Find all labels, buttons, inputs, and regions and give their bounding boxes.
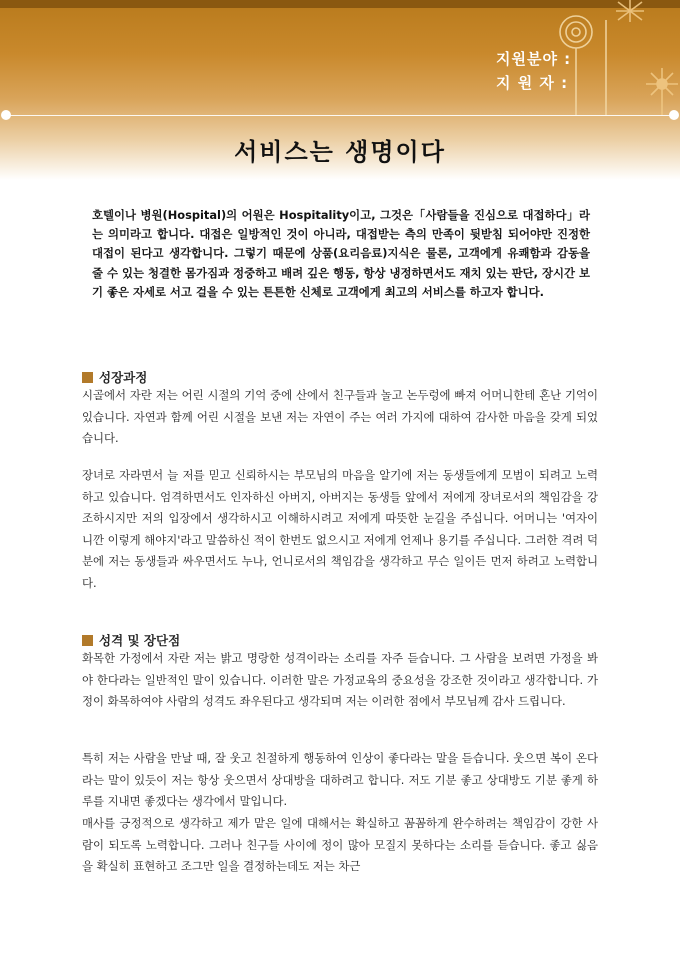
growth-paragraph-1: 시골에서 자란 저는 어린 시절의 기억 중에 산에서 친구들과 놀고 논두렁에 빠져 어머니한테 혼난 기억이 있습니다. 자연과 함께 어린 시절을 보낸 저는 자연이 주는 여러 가지에 대하여 감사한 마음을 갖게 되었습니다. [82, 388, 598, 446]
applicant-label: 지 원 자 : [496, 74, 569, 92]
growth-paragraph-2: 장녀로 자라면서 늘 저를 믿고 신뢰하시는 부모님의 마음을 알기에 저는 동생들에게 모범이 되려고 노력하고 있습니다. 엄격하면서도 인자하신 아버지, 아버지는 동생들 앞에서 저에게 장녀로서의 책임감을 강조하시지만 저의 입장에서 생각하시고 이해하시려고 저에게 따뜻한 눈길을 주십니다. 어머니는 '여자이니깐 이렇게 해야지'라고 말씀하신 적이 한번도 없으시고 저에게 언제나 용기를 주십니다. 그러한 격려 덕분에 저는 동생들과 싸우면서도 누나, 언니로서의 책임감을 생각하고 무슨 일이든 먼저 하려고 노력합니다. [82, 468, 598, 590]
section-heading-personality [82, 631, 180, 649]
intro-paragraph: 호텔이나 병원(Hospital)의 어원은 Hospitality이고, 그것은「사람들을 진심으로 대접하다」라는 의미라고 합니다. 대접은 일방적인 것이 아니라, 대접받는 측의 만족이 뒷받침 되어야만 진정한 대접이 된다고 생각합니다. 그렇기 때문에 상품(요리음료)지식은 물론, 고객에게 유쾌함과 감동을 줄 수 있는 청결한 몸가짐과 정중하고 배려 깊은 행동, 항상 냉정하면서도 재치 있는 판단, 장시간 보기 좋은 자세로 서고 걸을 수 있는 튼튼한 신체로 고객에게 최고의 서비스를 하고자 합니다. [92, 208, 590, 299]
page-title: 서비스는 생명이다 [234, 138, 446, 166]
section-marker-icon [82, 372, 93, 383]
divider-dot-right [669, 110, 679, 120]
personality-paragraph-2: 특히 저는 사람을 만날 때, 잘 웃고 친절하게 행동하여 인상이 좋다라는 말을 듣습니다. 웃으면 복이 온다라는 말이 있듯이 저는 항상 웃으면서 상대방을 대하려고 합니다. 저도 기분 좋고 상대방도 기분 좋게 하루를 지내면 좋겠다는 생각에서 말입니다. [82, 751, 598, 809]
section-heading-growth [82, 368, 147, 386]
section-marker-icon [82, 635, 93, 646]
header-divider [6, 115, 674, 116]
section-heading-text: 성장과정 [99, 370, 148, 385]
personality-paragraph-3: 매사를 긍정적으로 생각하고 제가 맡은 일에 대해서는 확실하고 꼼꼼하게 완수하려는 책임감이 강한 사람이 되도록 노력합니다. 그러나 친구들 사이에 정이 많아 모질지 못하다는 소리를 듣습니다. 좋고 싫음을 확실히 표현하고 조그만 일을 결정하는데도 저는 차근 [82, 816, 598, 874]
field-label: 지원분야 : [496, 50, 572, 68]
section-heading-text: 성격 및 장단점 [99, 633, 181, 648]
personality-paragraph-1: 화목한 가정에서 자란 저는 밝고 명랑한 성격이라는 소리를 자주 듣습니다. 그 사람을 보려면 가정을 봐야 한다라는 일반적인 말이 있습니다. 이러한 말은 가정교육의 중요성을 강조한 것이라고 생각합니다. 가정이 화목하여야 사람의 성격도 좌우된다고 생각되며 저는 이러한 점에서 부모님께 감사 드립니다. [82, 651, 598, 709]
divider-dot-left [1, 110, 11, 120]
